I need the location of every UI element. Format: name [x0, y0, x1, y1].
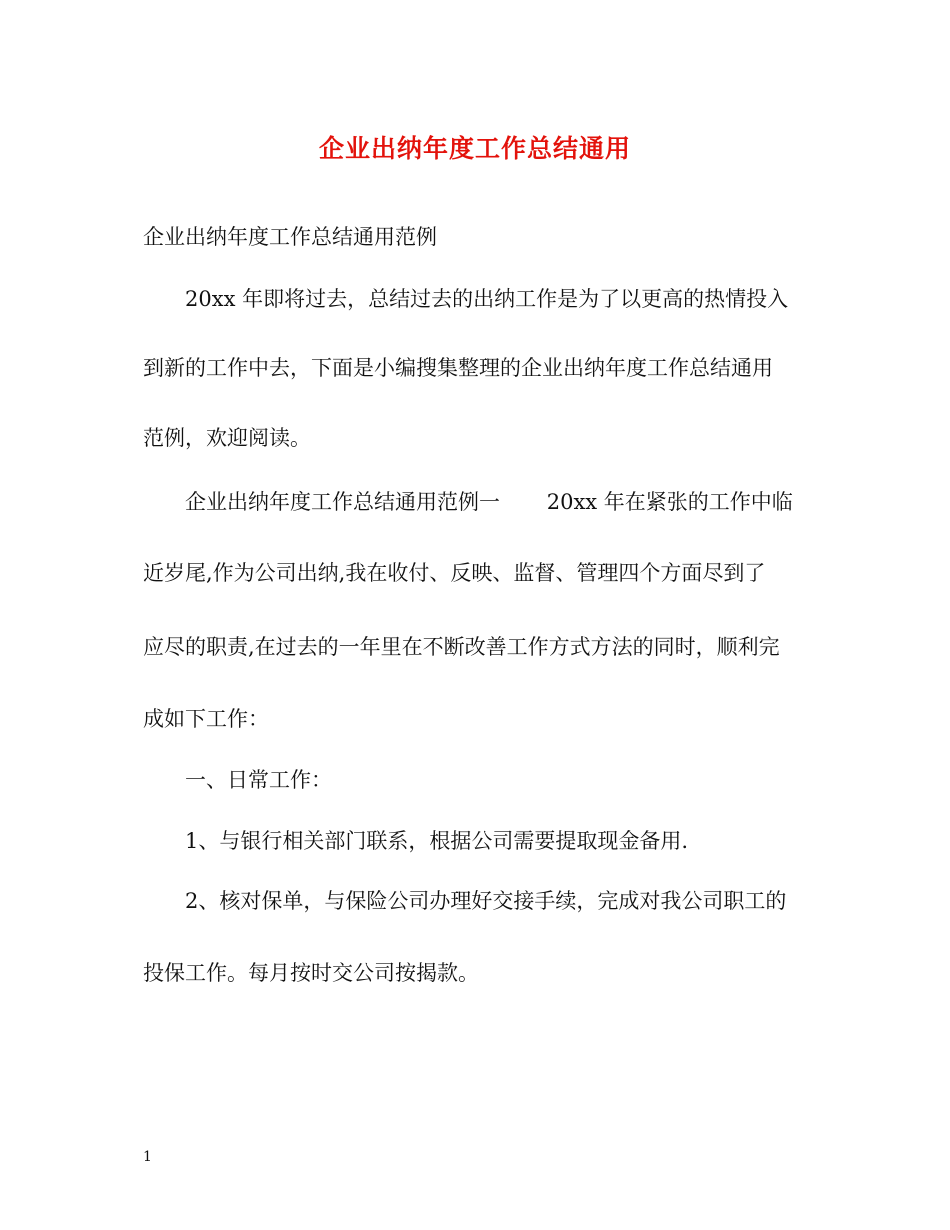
page-number: 1 [143, 1149, 152, 1165]
paragraph-line: 应尽的职责,在过去的一年里在不断改善工作方式方法的同时，顺利完 [143, 635, 780, 659]
paragraph-line: 近岁尾,作为公司出纳,我在收付、反映、监督、管理四个方面尽到了 [143, 561, 766, 585]
paragraph-line: 范例，欢迎阅读。 [143, 426, 311, 450]
subtitle-line: 企业出纳年度工作总结通用范例 [143, 225, 437, 249]
document-title: 企业出纳年度工作总结通用 [318, 134, 631, 163]
paragraph-line: 到新的工作中去，下面是小编搜集整理的企业出纳年度工作总结通用 [143, 356, 773, 380]
paragraph-line: 20xx 年即将过去，总结过去的出纳工作是为了以更高的热情投入 [185, 287, 789, 311]
list-item: 1、与银行相关部门联系，根据公司需要提取现金备用. [185, 829, 689, 853]
list-item-continuation: 投保工作。每月按时交公司按揭款。 [143, 961, 479, 985]
paragraph-line: 成如下工作： [143, 707, 269, 731]
list-item: 2、核对保单，与保险公司办理好交接手续，完成对我公司职工的 [185, 889, 787, 913]
section-heading: 一、日常工作： [185, 768, 332, 792]
paragraph-line: 企业出纳年度工作总结通用范例一 20xx 年在紧张的工作中临 [185, 490, 793, 514]
